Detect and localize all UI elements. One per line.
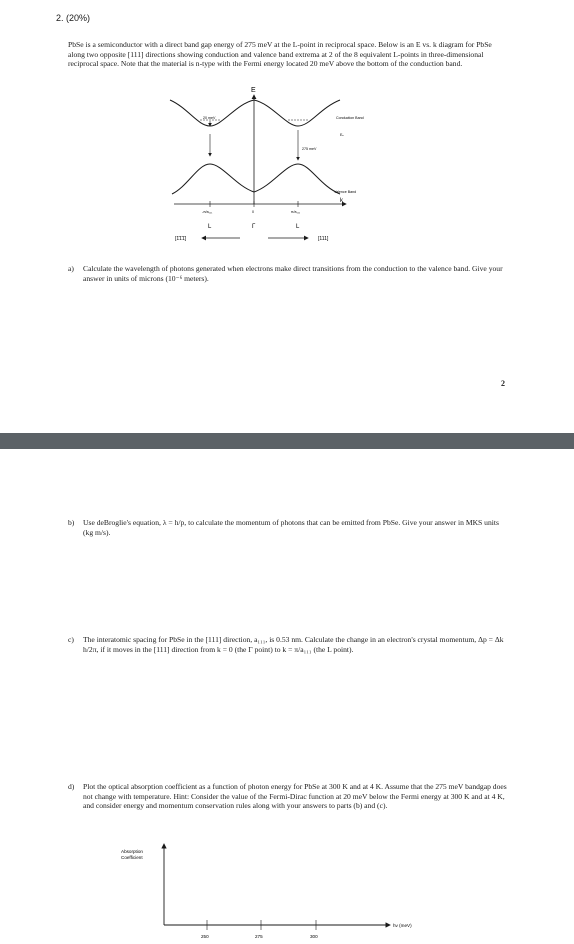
part-c-label: c) bbox=[68, 635, 74, 644]
point-left: L bbox=[208, 224, 212, 230]
part-a-text: Calculate the wavelength of photons generated when electrons make direct transitions from the conduction to the valence band. Give your answer in units of microns (10⁻⁶ meters). bbox=[83, 264, 503, 283]
k-left-tick: -π/a₁₁₁ bbox=[202, 210, 213, 214]
k-center-tick: 0 bbox=[252, 210, 254, 214]
page-divider bbox=[0, 433, 574, 449]
e-axis-label: E bbox=[251, 87, 256, 94]
plot-y-label-2: Coefficient bbox=[121, 855, 143, 860]
absorption-plot bbox=[0, 834, 574, 944]
plot-tick-label-300: 300 bbox=[310, 934, 318, 939]
part-c bbox=[68, 635, 508, 654]
part-c-text: The interatomic spacing for PbSe in the [111] direction, a₁₁₁, is 0.53 nm. Calculate the change in an electron's crystal momentum, Δp = Δk h/2π, if it moves in the [111] direction from k = 0 (the Γ point) to k = π/a₁₁₁ (the L point). bbox=[83, 635, 504, 654]
part-d-label: d) bbox=[68, 782, 75, 791]
conduction-band-curve bbox=[170, 100, 340, 126]
valence-band-label: Valence Band bbox=[334, 190, 357, 194]
k-right-tick: π/a₁₁₁ bbox=[291, 210, 301, 214]
part-b-text: Use deBroglie's equation, λ = h/p, to calculate the momentum of photons that can be emitted from PbSe. Give your answer in MKS units (kg m/s). bbox=[83, 518, 499, 537]
plot-tick-label-275: 275 bbox=[255, 934, 263, 939]
part-d bbox=[68, 782, 508, 811]
fermi-offset-label: 20 meV bbox=[203, 116, 216, 120]
point-right: L bbox=[296, 224, 300, 230]
part-a-label: a) bbox=[68, 264, 74, 273]
page-top bbox=[0, 0, 574, 433]
question-number: 2. (20%) bbox=[56, 13, 91, 23]
valence-band-curve bbox=[172, 164, 340, 194]
fermi-label: Eₑ bbox=[340, 133, 344, 137]
plot-y-label-1: Absorption bbox=[121, 849, 143, 854]
k-axis-label: k bbox=[340, 198, 343, 204]
part-b bbox=[68, 518, 508, 537]
plot-x-label: hν (meV) bbox=[393, 923, 412, 928]
dir-left-label: [1̄1̄1̄] bbox=[175, 236, 187, 242]
part-d-text: Plot the optical absorption coefficient as a function of photon energy for PbSe at 300 K and at 4 K. Assume that the 275 meV bandgap does not change with temperature. Hint: Consider the value of the Fermi-Dirac function at 20 meV below the Fermi energy at 300 K and at 4 K, and consider energy and momentum conservation rules along with your answers to parts (b) and (c). bbox=[83, 782, 507, 811]
plot-tick-label-250: 250 bbox=[201, 934, 209, 939]
part-b-label: b) bbox=[68, 518, 75, 527]
band-diagram bbox=[0, 86, 574, 256]
point-center: Γ bbox=[252, 224, 256, 230]
page-number: 2 bbox=[501, 379, 505, 388]
part-a bbox=[68, 264, 508, 283]
gap-label: 275 meV bbox=[302, 147, 317, 151]
conduction-band-label: Conduction Band bbox=[336, 116, 364, 120]
question-intro: PbSe is a semiconductor with a direct band gap energy of 275 meV at the L-point in reciprocal space. Below is an E vs. k diagram for PbSe along two opposite [111] directions showing conduction and valence band extrema at 2 of the 8 equivalent L-points in three-dimensional reciprocal space. Note that the material is n-type with the Fermi energy located 20 meV above the bottom of the conduction band. bbox=[68, 40, 492, 69]
dir-right-label: [111] bbox=[318, 236, 329, 242]
page-bottom bbox=[0, 449, 574, 944]
